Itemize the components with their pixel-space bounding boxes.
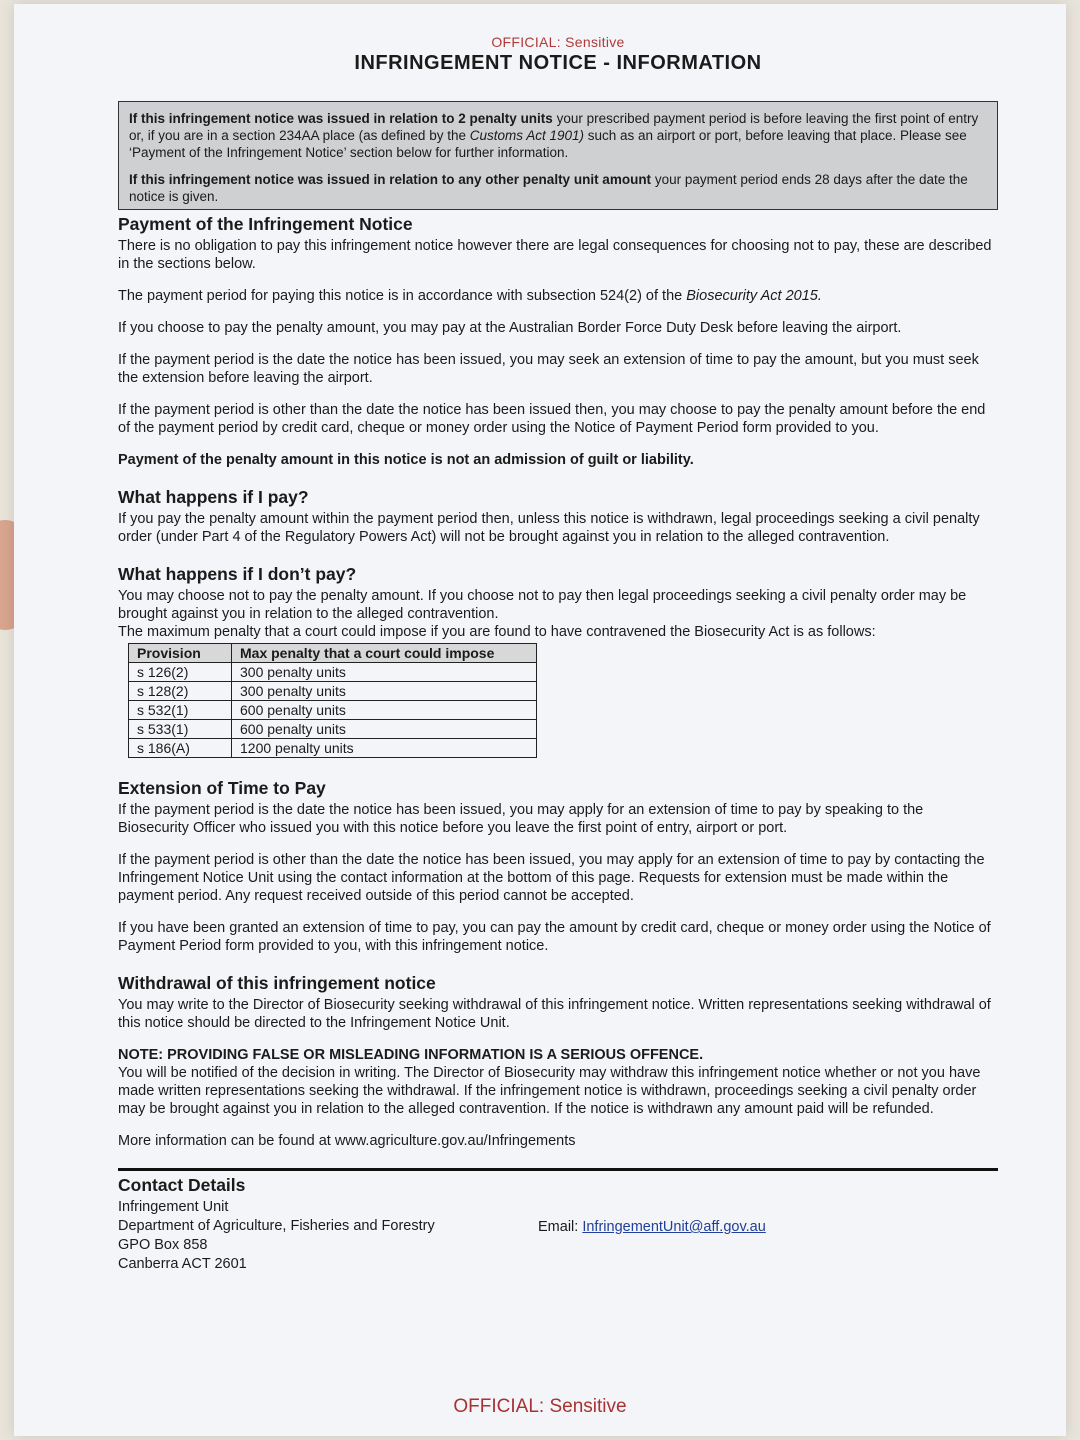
classification-label-bottom: OFFICIAL: Sensitive: [453, 1396, 627, 1417]
penalty-table-header: Provision: [129, 644, 232, 663]
penalty-cell: 600 penalty units: [232, 720, 537, 739]
penalty-cell: 600 penalty units: [232, 701, 537, 720]
divider: [118, 1168, 998, 1171]
provision-cell: s 126(2): [129, 663, 232, 682]
penalty-cell: 300 penalty units: [232, 663, 537, 682]
table-row: [129, 720, 537, 739]
more-info-line: More information can be found at www.agriculture.gov.au/Infringements: [118, 1133, 576, 1149]
address-line: Department of Agriculture, Fisheries and Forestry: [118, 1218, 435, 1234]
payment-paragraph: There is no obligation to pay this infringement notice however there are legal consequences for choosing not to pay, these are described in the sections below.: [118, 238, 992, 272]
provision-cell: s 532(1): [129, 701, 232, 720]
box-paragraph-1: If this infringement notice was issued in relation to 2 penalty units your prescribed payment period is before leaving the first point of entry or, if you are in a section 234AA place (as defined by the Customs Act 1901) such as an airport or port, before leaving that place. Please see ‘Payment of the Infringement Notice’ section below for further information.: [129, 111, 979, 160]
withdrawal-paragraph: You will be notified of the decision in writing. The Director of Biosecurity may withdraw this infringement notice whether or not you have made written representations seeking the withdrawal. If the infringement notice is withdrawn, proceedings seeking a civil penalty order may be brought against you in relation to the alleged contravention. If the notice is withdrawn any amount paid will be refunded.: [118, 1065, 981, 1117]
table-row: [129, 701, 537, 720]
payment-paragraph: If the payment period is other than the date the notice has been issued then, you may choose to pay the penalty amount before the end of the payment period by credit card, cheque or money order using the Notice of Payment Period form provided to you.: [118, 402, 986, 436]
section-heading-contact: Contact Details: [118, 1175, 246, 1195]
section-heading-if-pay: What happens if I pay?: [118, 487, 309, 507]
payment-paragraph: The payment period for paying this notice is in accordance with subsection 524(2) of the Biosecurity Act 2015.: [118, 288, 822, 304]
section-heading-payment: Payment of the Infringement Notice: [118, 214, 413, 234]
withdrawal-paragraph: You may write to the Director of Biosecurity seeking withdrawal of this infringement notice. Written representations seeking withdrawal of this notice should be directed to the Infringement Notice Unit.: [118, 997, 991, 1031]
document-page: [14, 4, 1066, 1436]
table-row: [129, 682, 537, 701]
extension-paragraph: If you have been granted an extension of time to pay, you can pay the amount by credit card, cheque or money order using the Notice of Payment Period form provided to you, with this infringement notice.: [118, 920, 991, 954]
section-heading-withdrawal: Withdrawal of this infringement notice: [118, 973, 436, 993]
penalty-table-header: Max penalty that a court could impose: [232, 644, 537, 663]
section-heading-extension: Extension of Time to Pay: [118, 778, 326, 798]
penalty-table: [128, 643, 537, 758]
max-penalty-intro: The maximum penalty that a court could impose if you are found to have contravened the Biosecurity Act is as follows:: [118, 624, 876, 640]
email-contact: [538, 1218, 766, 1237]
penalty-cell: 1200 penalty units: [232, 739, 537, 758]
email-link[interactable]: InfringementUnit@aff.gov.au: [582, 1219, 766, 1235]
extension-paragraph: If the payment period is the date the notice has been issued, you may apply for an extension of time to pay by speaking to the Biosecurity Officer who issued you with this notice before you leave the first point of entry, airport or port.: [118, 802, 924, 836]
box-paragraph-2: If this infringement notice was issued in relation to any other penalty unit amount your payment period ends 28 days after the date the notice is given.: [129, 172, 968, 204]
document-title: INFRINGEMENT NOTICE - INFORMATION: [354, 52, 762, 74]
address-line: GPO Box 858: [118, 1237, 208, 1253]
document-content: [118, 34, 998, 1308]
provision-cell: s 128(2): [129, 682, 232, 701]
contact-details: [118, 1198, 998, 1308]
payment-paragraph: If the payment period is the date the notice has been issued, you may seek an extension of time to pay the amount, but you must seek the extension before leaving the airport.: [118, 352, 979, 386]
provision-cell: s 186(A): [129, 739, 232, 758]
email-label: Email:: [538, 1219, 583, 1235]
postal-address: [118, 1198, 435, 1274]
if-not-pay-paragraph: You may choose not to pay the penalty amount. If you choose not to pay then legal proceedings seeking a civil penalty order may be brought against you in relation to the alleged contravention.: [118, 588, 967, 622]
payment-paragraph: If you choose to pay the penalty amount, you may pay at the Australian Border Force Duty Desk before leaving the airport.: [118, 320, 902, 336]
payment-not-admission-note: Payment of the penalty amount in this notice is not an admission of guilt or liability.: [118, 452, 694, 468]
provision-cell: s 533(1): [129, 720, 232, 739]
table-row: [129, 739, 537, 758]
section-heading-if-not-pay: What happens if I don’t pay?: [118, 564, 357, 584]
penalty-table-header-row: [129, 644, 537, 663]
extension-paragraph: If the payment period is other than the date the notice has been issued, you may apply for an extension of time to pay by contacting the Infringement Notice Unit using the contact information at the bottom of this page. Requests for extension must be made within the payment period. Any request received outside of this period cannot be accepted.: [118, 852, 985, 904]
address-line: Infringement Unit: [118, 1199, 229, 1215]
if-pay-paragraph: If you pay the penalty amount within the payment period then, unless this notice is withdrawn, legal proceedings seeking a civil penalty order (under Part 4 of the Regulatory Powers Act) will not be brought against you in relation to the alleged contravention.: [118, 511, 980, 545]
payment-period-box: [118, 101, 998, 210]
table-row: [129, 663, 537, 682]
penalty-cell: 300 penalty units: [232, 682, 537, 701]
serious-offence-note: NOTE: PROVIDING FALSE OR MISLEADING INFORMATION IS A SERIOUS OFFENCE.: [118, 1047, 704, 1063]
classification-label-top: OFFICIAL: Sensitive: [491, 34, 625, 50]
address-line: Canberra ACT 2601: [118, 1256, 247, 1272]
